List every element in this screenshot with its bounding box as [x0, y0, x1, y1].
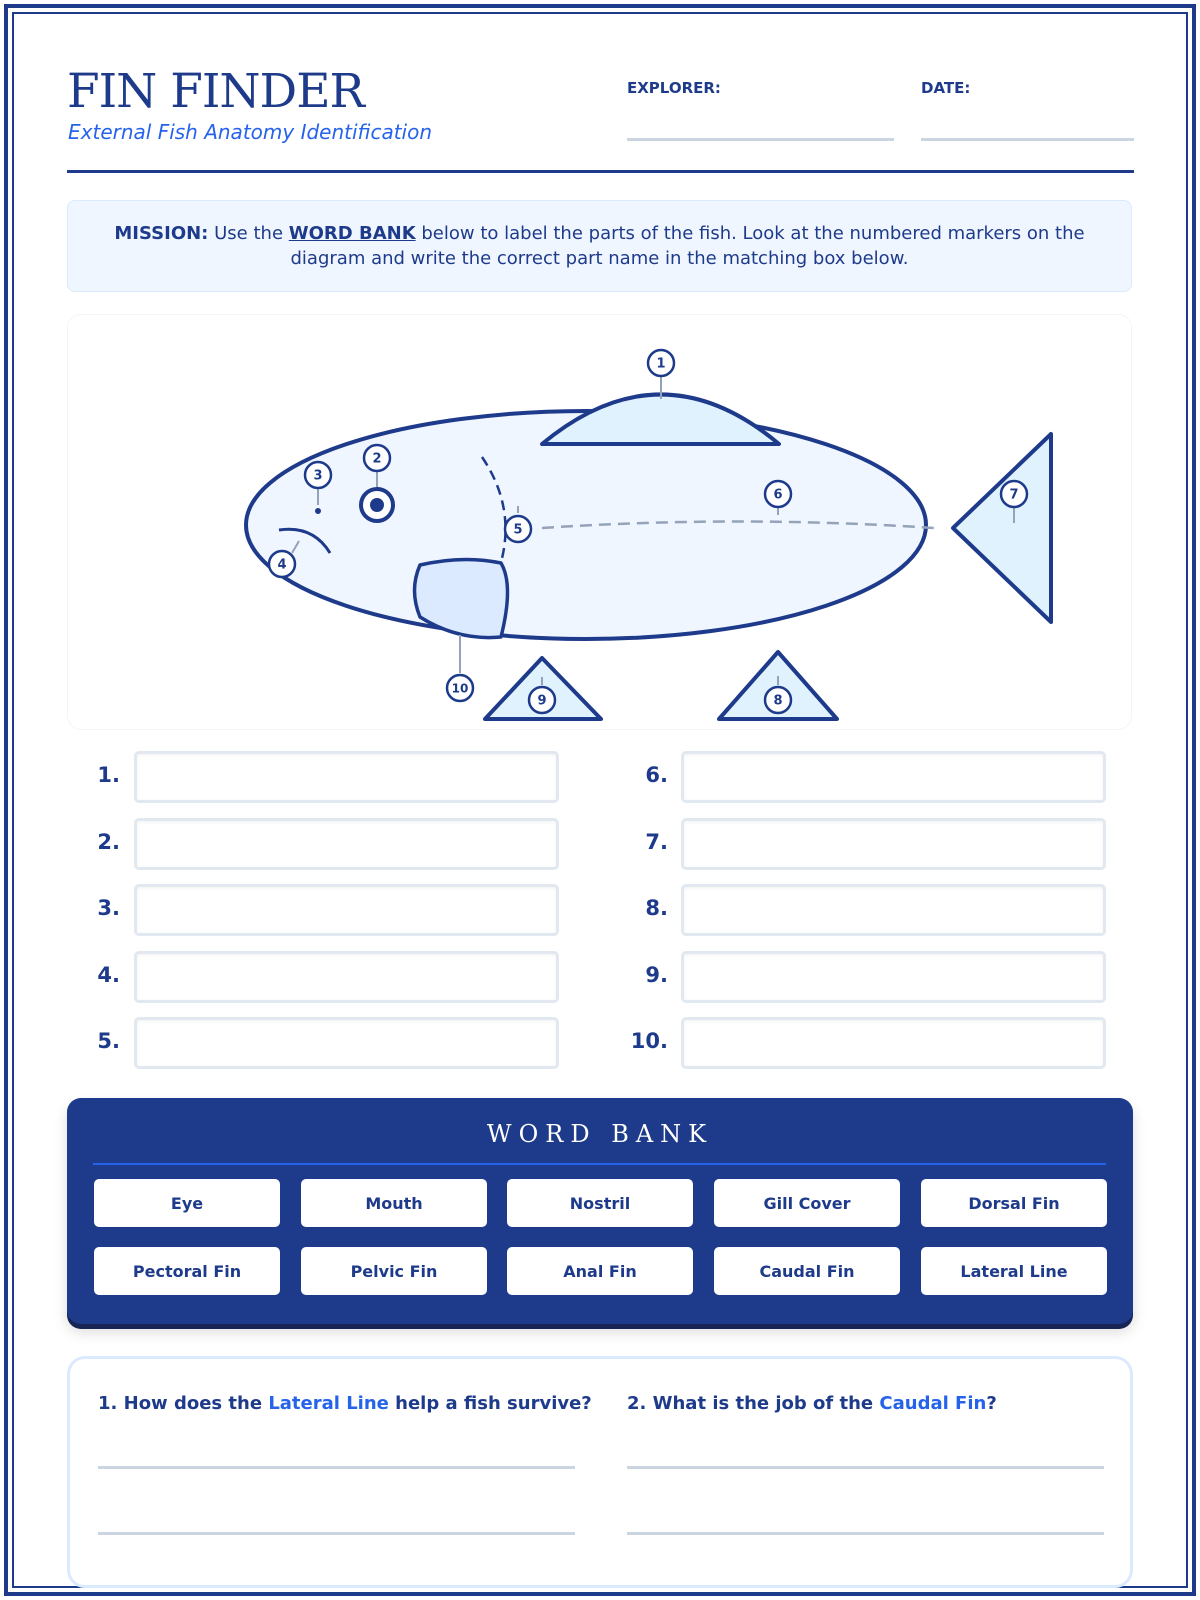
word-chip-pelvic-fin[interactable]: Pelvic Fin [301, 1247, 487, 1295]
marker-10 [447, 675, 473, 701]
answer-box-7[interactable] [681, 818, 1106, 870]
marker-2 [364, 445, 390, 471]
answer-number: 7. [645, 830, 668, 854]
dorsal-fin [542, 395, 779, 445]
word-chip-eye[interactable]: Eye [94, 1179, 280, 1227]
answer-number: 1. [97, 763, 120, 787]
question-2 [627, 1393, 997, 1414]
fish-nostril [315, 508, 321, 514]
word-chip-lateral-line[interactable]: Lateral Line [921, 1247, 1107, 1295]
question-2-before: 2. What is the job of the [627, 1393, 874, 1414]
answer-box-6[interactable] [681, 751, 1106, 803]
answer-number: 3. [97, 896, 120, 920]
question-1-answer-line-2[interactable] [98, 1532, 575, 1535]
answer-box-9[interactable] [681, 951, 1106, 1003]
worksheet-title: FIN FINDER [67, 64, 364, 119]
question-2-answer-line-1[interactable] [627, 1466, 1104, 1469]
date-label: DATE: [921, 79, 971, 97]
question-2-after: ? [986, 1393, 997, 1414]
word-chip-pectoral-fin[interactable]: Pectoral Fin [94, 1247, 280, 1295]
marker-8 [765, 687, 791, 713]
fish-pupil [370, 498, 384, 512]
answer-box-5[interactable] [134, 1017, 559, 1069]
word-chip-mouth[interactable]: Mouth [301, 1179, 487, 1227]
word-bank [67, 1098, 1133, 1324]
word-chip-nostril[interactable]: Nostril [507, 1179, 693, 1227]
answer-number: 8. [645, 896, 668, 920]
mission-keyword: WORD BANK [288, 223, 416, 244]
marker-9 [529, 687, 555, 713]
marker-5 [505, 516, 531, 542]
marker-3-label: 3 [313, 468, 323, 484]
explorer-name-line[interactable] [627, 138, 894, 141]
mission-box [67, 200, 1132, 292]
marker-8-label: 8 [773, 693, 783, 709]
question-1-before: 1. How does the [98, 1393, 263, 1414]
marker-3 [305, 462, 331, 488]
mission-text-after: below to label the parts of the fish. Look at the numbered markers on the diagram and write the correct part name in the matching box below. [290, 223, 1085, 269]
mission-text [108, 221, 1091, 271]
answer-number: 5. [97, 1029, 120, 1053]
word-bank-divider [93, 1163, 1106, 1165]
marker-9-label: 9 [537, 693, 547, 709]
marker-1-label: 1 [656, 356, 666, 372]
answer-box-8[interactable] [681, 884, 1106, 936]
marker-6-label: 6 [773, 487, 783, 503]
word-chip-gill-cover[interactable]: Gill Cover [714, 1179, 900, 1227]
answer-box-1[interactable] [134, 751, 559, 803]
marker-4 [269, 551, 295, 577]
word-chip-dorsal-fin[interactable]: Dorsal Fin [921, 1179, 1107, 1227]
answer-number: 10. [630, 1029, 668, 1053]
worksheet-subtitle: External Fish Anatomy Identification [68, 120, 433, 144]
question-2-highlight: Caudal Fin [879, 1393, 987, 1414]
question-1 [98, 1393, 592, 1414]
question-1-highlight: Lateral Line [268, 1393, 389, 1414]
marker-6 [765, 481, 791, 507]
marker-4-label: 4 [277, 557, 287, 573]
word-chip-anal-fin[interactable]: Anal Fin [507, 1247, 693, 1295]
explorer-label: EXPLORER: [627, 79, 721, 97]
question-2-answer-line-2[interactable] [627, 1532, 1104, 1535]
answer-number: 9. [645, 963, 668, 987]
answer-box-4[interactable] [134, 951, 559, 1003]
fish-diagram-panel [67, 314, 1132, 730]
marker-2-label: 2 [372, 451, 382, 467]
questions-panel [67, 1356, 1133, 1588]
marker-1 [648, 350, 674, 376]
question-1-answer-line-1[interactable] [98, 1466, 575, 1469]
marker-7 [1001, 481, 1027, 507]
answer-number: 2. [97, 830, 120, 854]
date-line[interactable] [921, 138, 1134, 141]
header-divider [67, 170, 1134, 173]
answer-number: 6. [645, 763, 668, 787]
fish-diagram [68, 315, 1133, 731]
caudal-fin [953, 434, 1051, 622]
marker-10-label: 10 [451, 681, 469, 696]
question-1-after: help a fish survive? [395, 1393, 592, 1414]
answer-box-3[interactable] [134, 884, 559, 936]
mission-text-before: Use the [214, 223, 284, 244]
word-bank-title: WORD BANK [486, 1120, 714, 1148]
answer-number: 4. [97, 963, 120, 987]
answer-box-10[interactable] [681, 1017, 1106, 1069]
marker-7-label: 7 [1009, 487, 1019, 503]
answer-box-2[interactable] [134, 818, 559, 870]
mission-prefix: MISSION: [114, 223, 209, 244]
marker-5-label: 5 [513, 522, 523, 538]
word-chip-caudal-fin[interactable]: Caudal Fin [714, 1247, 900, 1295]
